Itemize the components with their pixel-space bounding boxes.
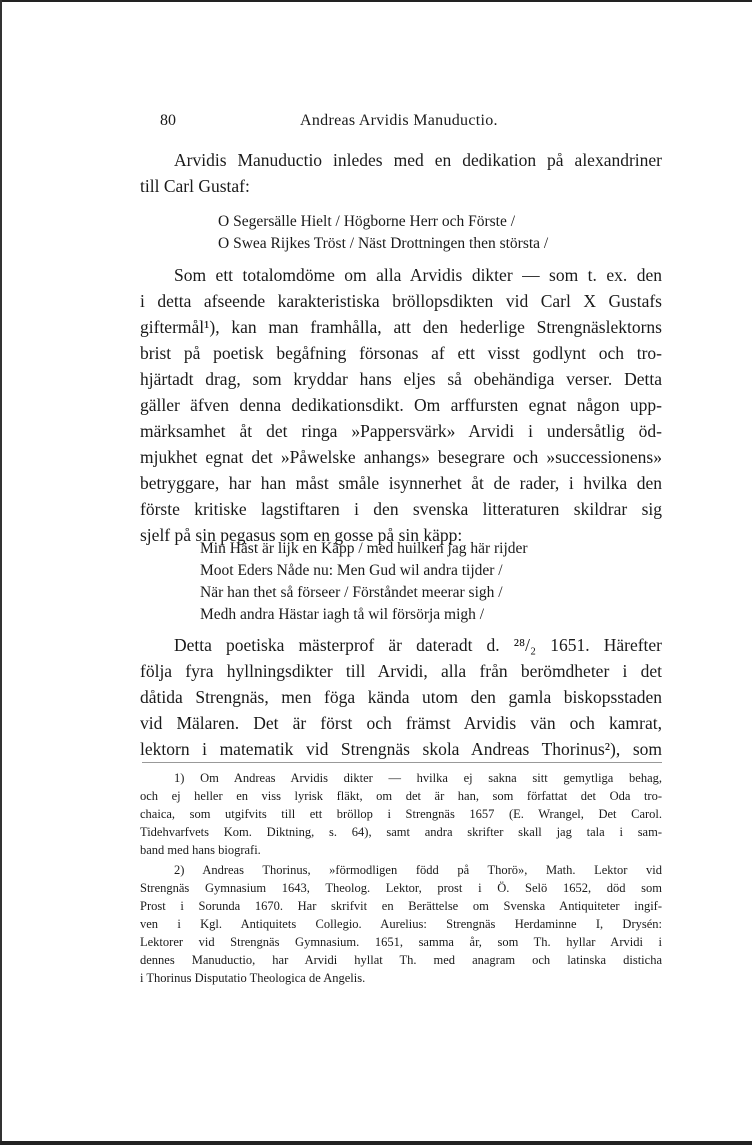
text-line: vid Mälaren. Det är först och främst Arvidis vän och kamrat, xyxy=(140,713,662,733)
text-line: följa fyra hyllningsdikter till Arvidi, alla från berömdheter i det xyxy=(140,661,662,681)
footnote-line: ven i Kgl. Antiquitets Collegio. Aurelius: Strengnäs Herdaminne I, Drysén: xyxy=(140,917,662,931)
text-line: Detta poetiska mästerprof är dateradt d. ²⁸/₂ 1651. Härefter xyxy=(174,635,662,655)
text-line: brist på poetisk begåfning försonas af ett visst godlynt och tro- xyxy=(140,343,662,363)
text-line: mjukhet egnat det »Påwelske anhangs» besegrare och »successionens» xyxy=(140,447,662,467)
footnote-line: Strengnäs Gymnasium 1643, Theolog. Lektor, prost i Ö. Selö 1652, död som xyxy=(140,881,662,895)
top-border-rule xyxy=(0,0,752,2)
text-line: sjelf på sin pegasus som en gosse på sin käpp: xyxy=(140,525,463,545)
text-line: Arvidis Manuductio inledes med en dedikation på alexandriner xyxy=(174,150,662,170)
footnote-line: Lektorer vid Strengnäs Gymnasium. 1651, samma år, som Th. hyllar Arvidi i xyxy=(140,935,662,949)
verse-line: O Segersälle Hielt / Högborne Herr och Förste / xyxy=(218,213,516,230)
footnote-line: Prost i Sorunda 1670. Har skrifvit en Berättelse om Svenska Antiquiteter ingif- xyxy=(140,899,662,913)
footnote-separator xyxy=(142,762,662,763)
left-border-rule xyxy=(0,0,2,1145)
verse-line: Moot Eders Nåde nu: Men Gud wil andra tijder / xyxy=(200,562,503,579)
verse-line: Min Häst är lijk en Käpp / med huilken jag här rijder xyxy=(200,540,528,557)
text-line: giftermål¹), kan man framhålla, att den hederlige Strengnäslektorns xyxy=(140,317,662,337)
verse-line: När han thet så förseer / Förståndet meerar sigh / xyxy=(200,584,503,601)
footnote-line: chaica, som utgifvits till ett bröllop i Strengnäs 1657 (E. Wrangel, Det Carol. xyxy=(140,807,662,821)
verse-line: O Swea Rijkes Tröst / Näst Drottningen then största / xyxy=(218,235,549,252)
page-header xyxy=(140,112,660,136)
running-title: Andreas Arvidis Manuductio. xyxy=(300,112,498,129)
footnote-line: i Thorinus Disputatio Theologica de Angelis. xyxy=(140,971,366,985)
text-line: märksamhet åt det ringa »Pappersvärk» Arvidi i undersåtlig öd- xyxy=(140,421,662,441)
footnote-line: 1) Om Andreas Arvidis dikter — hvilka ej sakna sitt gemytliga behag, xyxy=(174,771,662,785)
footnote-line: band med hans biografi. xyxy=(140,843,261,857)
text-line: förste kritiske lagstiftaren i den svenska litteraturen skildrar sig xyxy=(140,499,662,519)
footnote-line: dennes Manuductio, har Arvidi hyllat Th. med anagram och latinska disticha xyxy=(140,953,662,967)
footnote-line: och ej heller en viss lyrisk fläkt, om det är han, som författat det Oda tro- xyxy=(140,789,662,803)
bottom-border-rule xyxy=(0,1141,752,1145)
text-line: lektorn i matematik vid Strengnäs skola Andreas Thorinus²), som xyxy=(140,739,662,759)
text-line: hjärtadt drag, som kryddar hans eljes så obehändiga verser. Detta xyxy=(140,369,662,389)
text-line: gäller äfven denna dedikationsdikt. Om arffursten egnat någon upp- xyxy=(140,395,662,415)
verse-line: Medh andra Hästar iagh tå wil försörja migh / xyxy=(200,606,485,623)
text-line: till Carl Gustaf: xyxy=(140,176,250,196)
text-line: Som ett totalomdöme om alla Arvidis dikter — som t. ex. den xyxy=(174,265,662,285)
page-number: 80 xyxy=(160,112,176,129)
text-line: i detta afseende karakteristiska bröllopsdikten vid Carl X Gustafs xyxy=(140,291,662,311)
footnote-line: Tidehvarfvets Kom. Diktning, s. 64), samt andra skrifter skall jag tala i sam- xyxy=(140,825,662,839)
text-line: dåtida Strengnäs, men föga kända utom den gamla biskopsstaden xyxy=(140,687,662,707)
text-line: betryggare, har han måst småle isynnerhet åt de rader, i hvilka den xyxy=(140,473,662,493)
footnote-line: 2) Andreas Thorinus, »förmodligen född på Thorö», Math. Lektor vid xyxy=(174,863,662,877)
